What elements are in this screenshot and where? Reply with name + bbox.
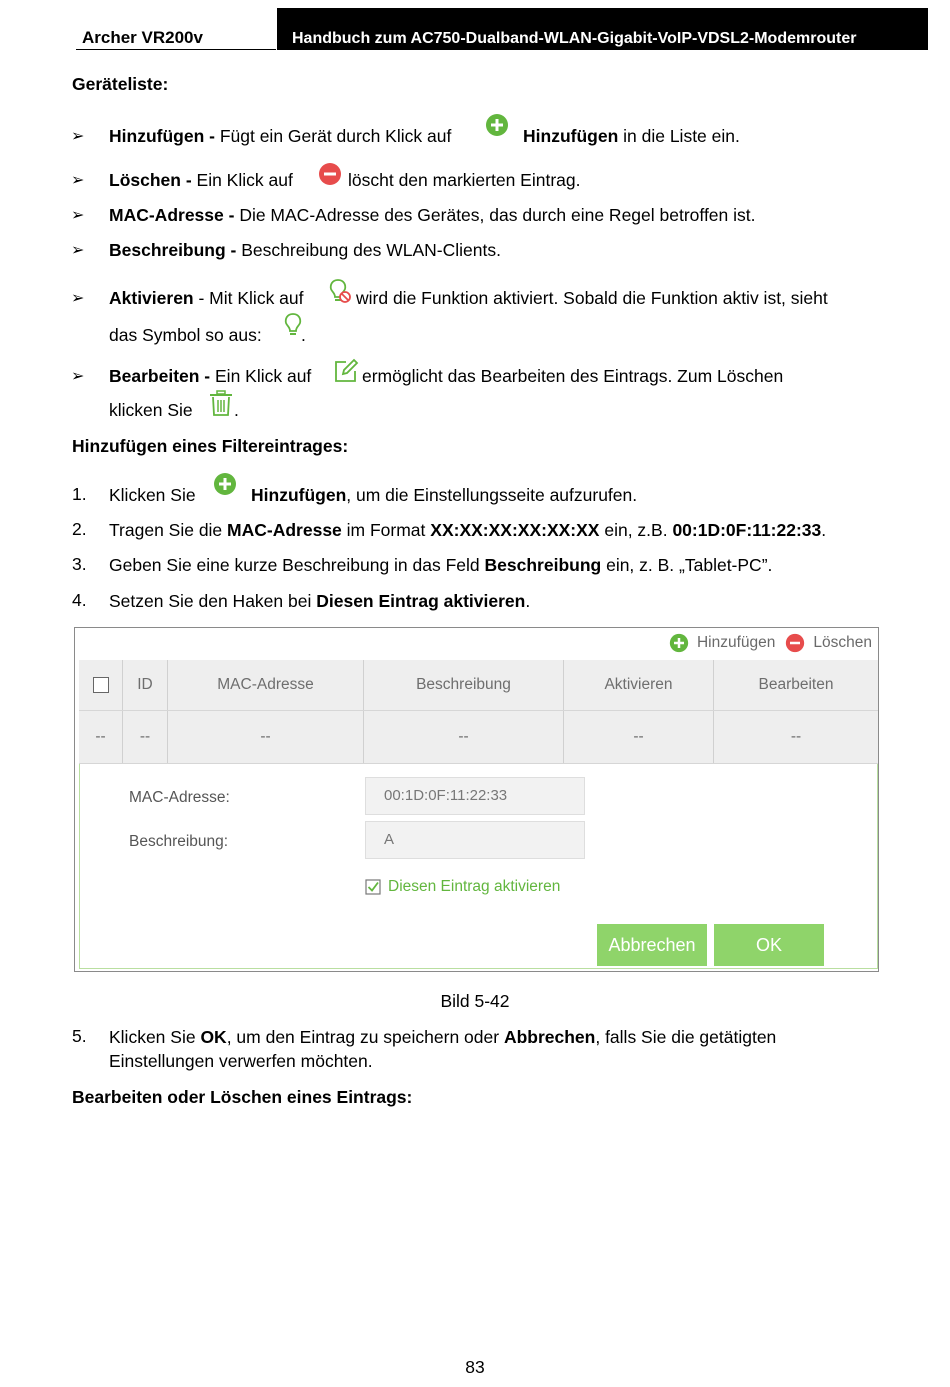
list-item-add-tail: Hinzufügen in die Liste ein. — [523, 126, 740, 146]
edit-icon — [333, 358, 359, 384]
step-1-text: Klicken Sie — [109, 485, 196, 505]
column-header-edit: Bearbeiten — [758, 676, 834, 693]
header-manual-title: Handbuch zum AC750-Dualband-WLAN-Gigabit-VoIP-VDSL2-Modemrouter — [277, 8, 928, 50]
bullet-arrow: ➢ — [71, 368, 85, 385]
list-item-description: Beschreibung - Beschreibung des WLAN-Clients. — [109, 240, 501, 260]
table-row — [79, 711, 878, 764]
device-table — [79, 660, 878, 764]
table-cell: -- — [123, 711, 168, 763]
heading-edit-delete: Bearbeiten oder Löschen eines Eintrags: — [72, 1087, 413, 1107]
add-entry-form — [79, 764, 878, 969]
description-label: Beschreibung: — [129, 833, 229, 850]
step-3-text: Geben Sie eine kurze Beschreibung in das Feld Beschreibung ein, z. B. „Tablet-PC”. — [109, 555, 773, 575]
list-item-edit-line2: klicken Sie — [109, 400, 193, 420]
list-item-activate-period: . — [301, 325, 306, 345]
step-5-line2: Einstellungen verwerfen möchten. — [109, 1051, 373, 1071]
delete-button[interactable] — [785, 633, 872, 653]
step-1-tail: Hinzufügen, um die Einstellungsseite aufzurufen. — [251, 485, 638, 505]
enable-entry-label: Diesen Eintrag aktivieren — [388, 878, 561, 895]
bullet-arrow: ➢ — [71, 172, 85, 189]
add-button-label: Hinzufügen — [696, 634, 776, 651]
step-number: 2. — [72, 519, 87, 539]
bullet-arrow: ➢ — [71, 128, 85, 145]
table-header-row — [79, 660, 878, 711]
step-number: 1. — [72, 484, 87, 504]
figure-caption: Bild 5-42 — [440, 991, 510, 1011]
list-item-edit-period: . — [234, 400, 239, 420]
mac-label: MAC-Adresse: — [129, 789, 230, 806]
bulb-off-icon — [327, 278, 353, 306]
step-number: 3. — [72, 554, 87, 574]
table-cell: -- — [790, 728, 802, 745]
table-cell: -- — [168, 711, 364, 763]
column-header-activate: Aktivieren — [564, 660, 714, 710]
bullet-arrow: ➢ — [71, 290, 85, 307]
column-header-description: Beschreibung — [364, 660, 564, 710]
bullet-arrow: ➢ — [71, 207, 85, 224]
heading-add-filter: Hinzufügen eines Filtereintrages: — [72, 436, 349, 456]
checkbox-checked-icon — [365, 879, 381, 895]
step-number: 4. — [72, 590, 87, 610]
header-product: Archer VR200v — [76, 28, 276, 50]
list-item-delete: Löschen - Ein Klick auf — [109, 170, 293, 190]
enable-entry-checkbox[interactable] — [365, 878, 560, 896]
step-5-text: Klicken Sie OK, um den Eintrag zu speichern oder Abbrechen, falls Sie die getätigten — [109, 1027, 777, 1047]
step-4-text: Setzen Sie den Haken bei Diesen Eintrag aktivieren. — [109, 591, 531, 611]
add-plus-icon — [213, 472, 237, 496]
page-number: 83 — [465, 1357, 485, 1377]
add-button[interactable] — [669, 633, 775, 653]
ok-button[interactable]: OK — [714, 924, 824, 966]
heading-device-list: Geräteliste: — [72, 74, 169, 94]
step-number: 5. — [72, 1026, 87, 1046]
list-item-edit: Bearbeiten - Ein Klick auf — [109, 366, 312, 386]
list-item-edit-tail: ermöglicht das Bearbeiten des Eintrags. Zum Löschen — [362, 366, 784, 386]
list-item-activate: Aktivieren - Mit Klick auf — [109, 288, 304, 308]
ui-screenshot-figure — [74, 627, 879, 972]
column-header-mac: MAC-Adresse — [168, 660, 364, 710]
list-item-delete-tail: löscht den markierten Eintrag. — [348, 170, 581, 190]
table-cell: -- — [79, 711, 123, 763]
cancel-button[interactable]: Abbrechen — [597, 924, 707, 966]
delete-minus-icon — [785, 633, 805, 653]
trash-icon — [208, 390, 234, 418]
add-plus-icon — [669, 633, 689, 653]
delete-button-label: Löschen — [813, 634, 872, 651]
list-item-mac: MAC-Adresse - Die MAC-Adresse des Gerätes, das durch eine Regel betroffen ist. — [109, 205, 756, 225]
table-cell: -- — [364, 711, 564, 763]
list-item-activate-tail: wird die Funktion aktiviert. Sobald die Funktion aktiv ist, sieht — [356, 288, 828, 308]
select-all-checkbox[interactable] — [93, 677, 109, 693]
list-item-add: Hinzufügen - Fügt ein Gerät durch Klick auf — [109, 126, 452, 146]
step-2-text: Tragen Sie die MAC-Adresse im Format XX:XX:XX:XX:XX:XX ein, z.B. 00:1D:0F:11:22:33. — [109, 520, 827, 540]
mac-input[interactable]: 00:1D:0F:11:22:33 — [365, 777, 585, 815]
list-item-activate-line2: das Symbol so aus: — [109, 325, 262, 345]
delete-minus-icon — [318, 162, 342, 186]
description-input[interactable]: A — [365, 821, 585, 859]
table-cell: -- — [564, 711, 714, 763]
add-plus-icon — [485, 113, 509, 137]
select-all-cell[interactable] — [79, 660, 123, 710]
table-actions — [669, 630, 872, 656]
column-header-id: ID — [123, 660, 168, 710]
bullet-arrow: ➢ — [71, 242, 85, 259]
